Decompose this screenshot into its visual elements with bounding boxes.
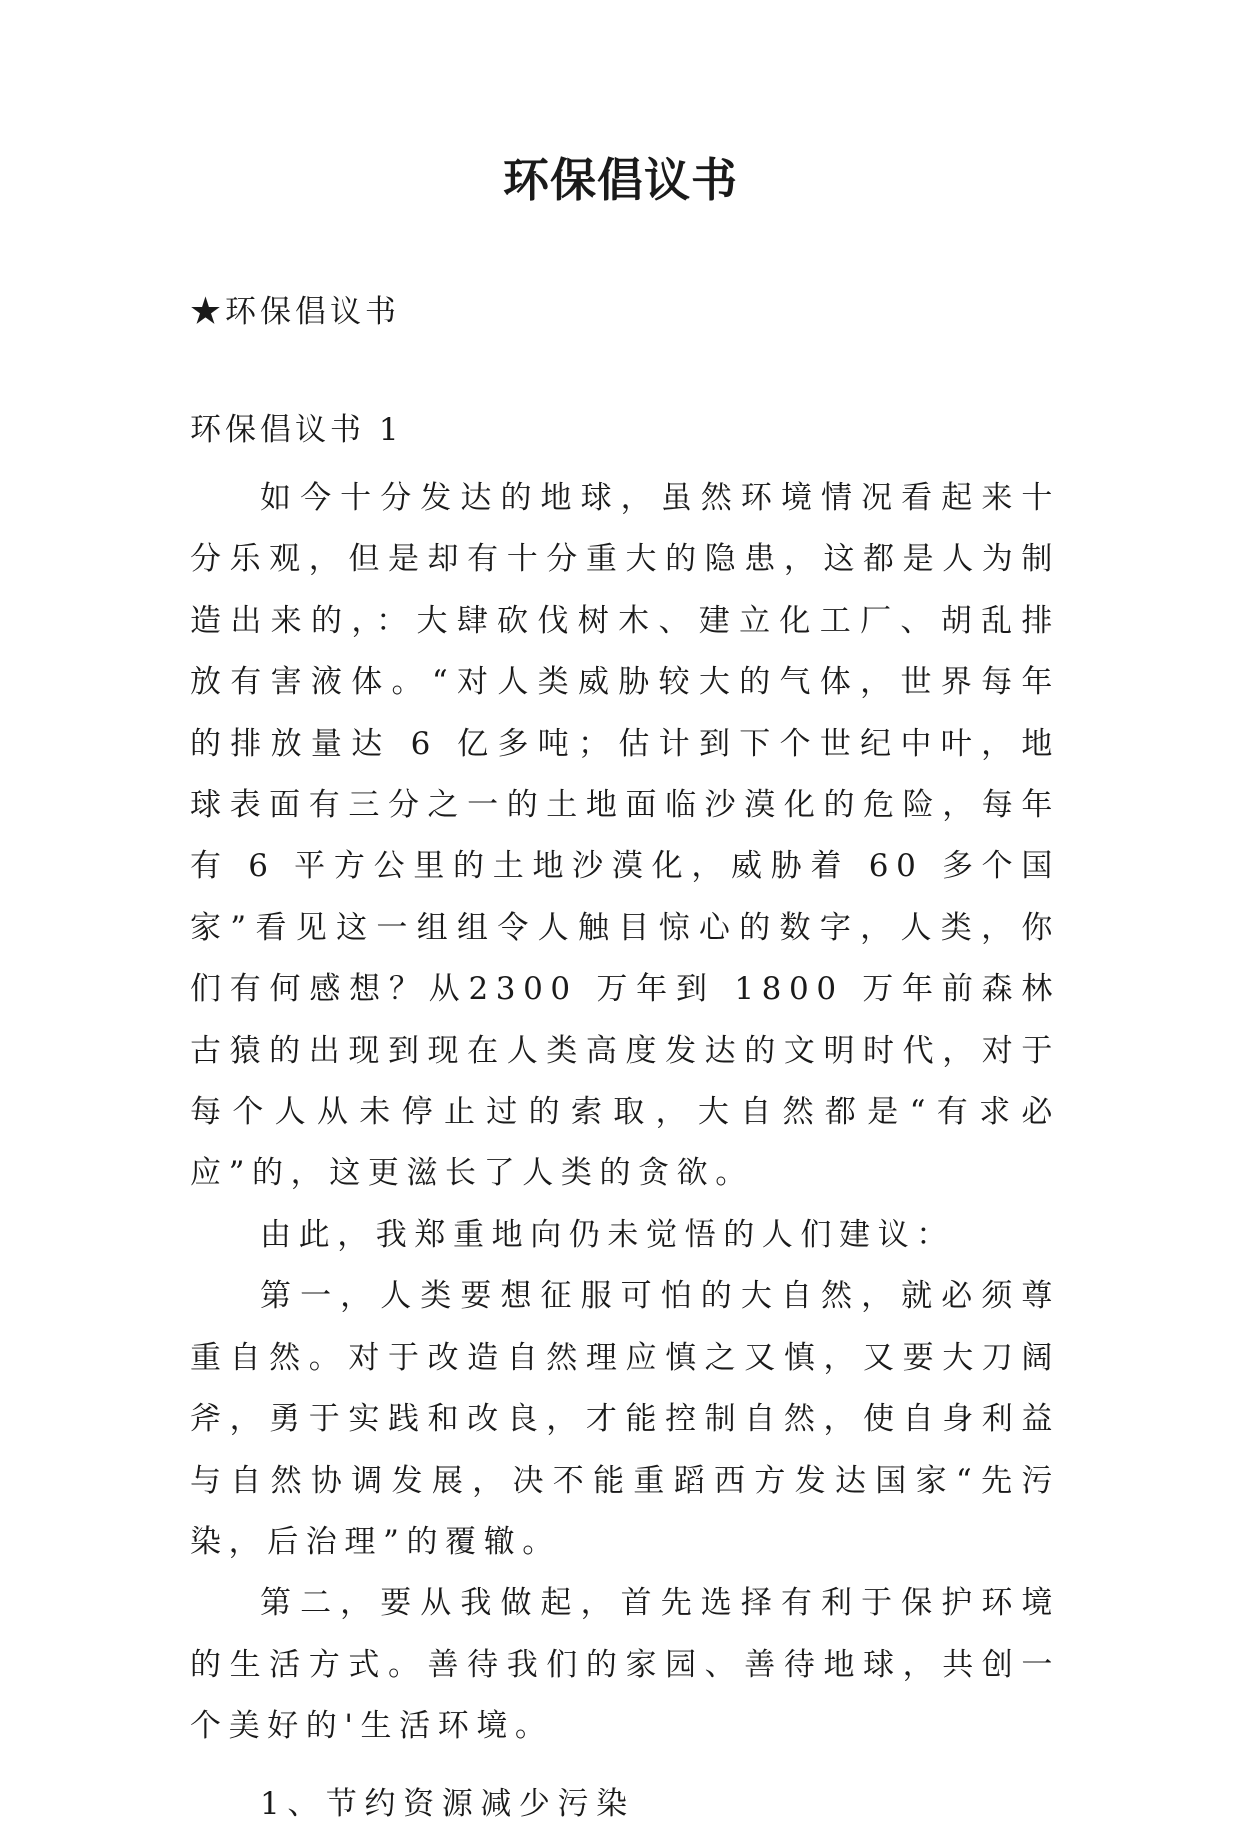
paragraph-second-point: 第二，要从我做起，首先选择有利于保护环境的生活方式。善待我们的家园、善待地球，共创一个美好的'生活环境。 [190, 1585, 1060, 1745]
paragraph-intro: 如今十分发达的地球，虽然环境情况看起来十分乐观，但是却有十分重大的隐患，这都是人为制造出来的，：大肆砍伐树木、建立化工厂、胡乱排放有害液体。“对人类威胁较大的气体，世界每年的排放量达 6 亿多吨；估计到下个世纪中叶，地球表面有三分之一的土地面临沙漠化的危险，每年有 6 平方公里的土地沙漠化，威胁着 60 多个国家”看见这一组组令人触目惊心的数字，人类，你们有何感想？从2300 万年到 1800 万年前森林古猿的出现到现在人类高度发达的文明时代，对于每个人从未停止过的索取，大自然都是“有求必应”的，这更滋长了人类的贪欲。 [190, 480, 1060, 1192]
body-text [190, 468, 1060, 1835]
star-heading: ★环保倡议书 [190, 294, 400, 330]
paragraph-first-point: 第一，人类要想征服可怕的大自然，就必须尊重自然。对于改造自然理应慎之又慎，又要大刀阔斧，勇于实践和改良，才能控制自然，使自身利益与自然协调发展，决不能重蹈西方发达国家“先污染，后治理”的覆辙。 [190, 1278, 1060, 1560]
list-item-save-resources: 1、节约资源减少污染 [260, 1785, 635, 1822]
paragraph-proposal: 由此，我郑重地向仍未觉悟的人们建议： [260, 1216, 955, 1253]
document-title: 环保倡议书 [503, 153, 738, 207]
section-heading: 环保倡议书 1 [190, 412, 403, 448]
